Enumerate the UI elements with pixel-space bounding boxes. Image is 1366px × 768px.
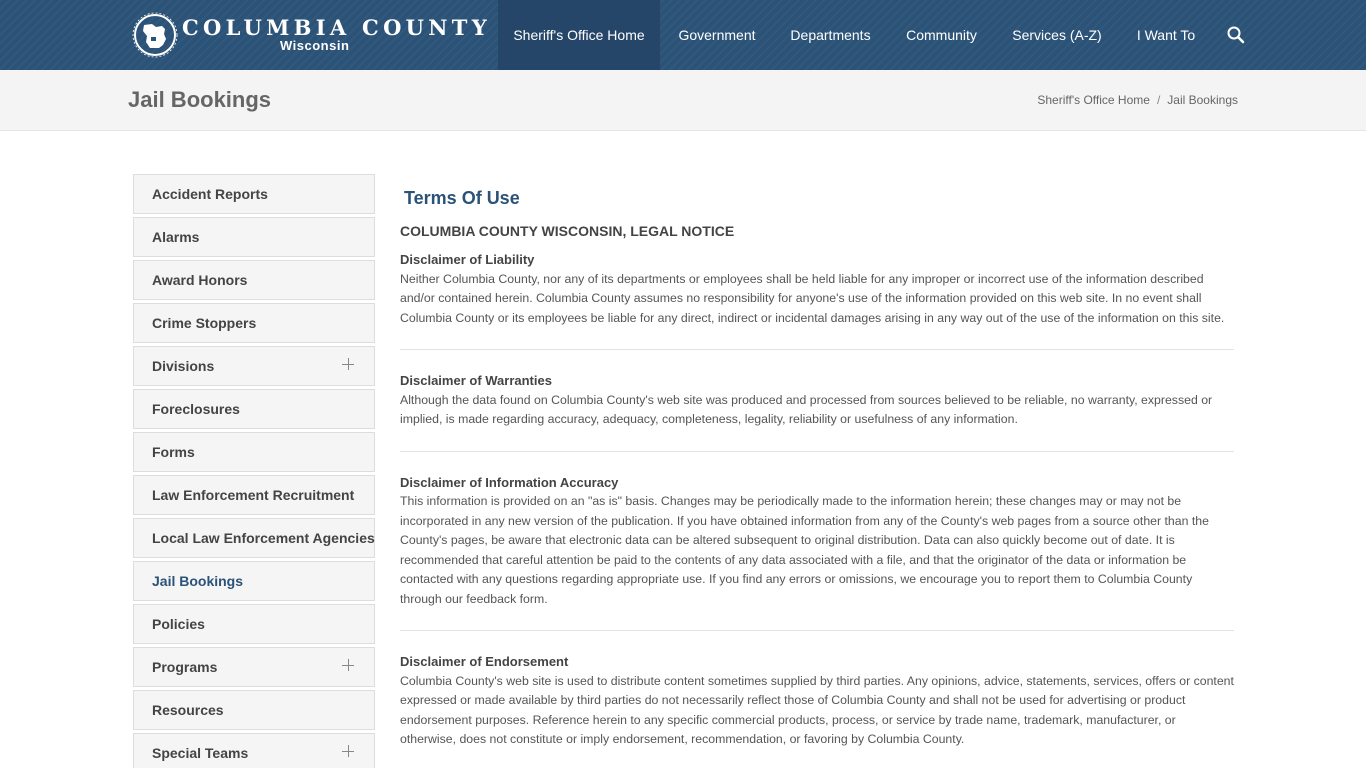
expand-plus-icon[interactable]	[342, 358, 354, 370]
disclaimer-information-accuracy	[400, 473, 1234, 632]
sidebar-item-jail-bookings[interactable]	[133, 561, 375, 601]
sidebar-item-crime-stoppers[interactable]	[133, 303, 375, 343]
nav-community[interactable]: Community	[906, 27, 977, 43]
sidebar-item-label: Alarms	[152, 229, 200, 245]
disclaimer-liability	[400, 250, 1234, 350]
site-header	[0, 0, 1366, 70]
search-icon	[1222, 22, 1250, 48]
breadcrumb-home-link[interactable]: Sheriff's Office Home	[1037, 93, 1150, 107]
logo-subtitle: Wisconsin	[280, 38, 350, 53]
sidebar-item-label: Jail Bookings	[152, 573, 244, 589]
sidebar-item-label: Law Enforcement Recruitment	[152, 487, 355, 503]
nav-sheriffs-office-home[interactable]: Sheriff's Office Home	[498, 0, 660, 70]
sidebar-item-programs[interactable]	[133, 647, 375, 687]
main-content	[400, 188, 1234, 768]
sidebar-item-label: Award Honors	[152, 272, 248, 288]
disclaimer-title: Disclaimer of Liability	[400, 252, 535, 267]
sidebar-item-foreclosures[interactable]	[133, 389, 375, 429]
nav-i-want-to[interactable]: I Want To	[1136, 27, 1196, 43]
nav-services-a-z[interactable]: Services (A-Z)	[1012, 27, 1102, 43]
disclaimer-endorsement	[400, 652, 1234, 768]
disclaimer-text: Although the data found on Columbia County's web site was produced and processed from sources believed to be reliable, no warranty, expressed or implied, is made regarding accuracy, adequacy, completeness, legality, reliability or usefulness of any information.	[400, 392, 1213, 426]
sidebar-item-local-law-enforcement-agencies[interactable]	[133, 518, 375, 558]
site-logo[interactable]	[132, 12, 491, 60]
nav-government[interactable]: Government	[678, 27, 756, 43]
sidebar-item-label: Programs	[152, 659, 218, 675]
sidebar-item-accident-reports[interactable]	[133, 174, 375, 214]
sidebar-item-divisions[interactable]	[133, 346, 375, 386]
breadcrumb-current: Jail Bookings	[1167, 93, 1238, 107]
sidebar-item-label: Resources	[152, 702, 224, 718]
sidebar-item-policies[interactable]	[133, 604, 375, 644]
nav-departments[interactable]: Departments	[790, 27, 871, 43]
sidebar-item-law-enforcement-recruitment[interactable]	[133, 475, 375, 515]
disclaimer-title: Disclaimer of Information Accuracy	[400, 474, 619, 490]
disclaimer-text: This information is provided on an "as is" basis. Changes may be periodically made to the information herein; these changes may or may not be incorporated in any new version of the publication. If you have obtained information from any of the County's web pages from a source other than the County's pages, be aware that electronic data can be altered subsequent to original distribution. Data can also quickly become out of date. It is recommended that careful attention be paid to the contents of any data associated with a file, and that the originator of the data or information be contacted with any questions regarding appropriate use. If you find any errors or omissions, we encourage you to report them to Columbia County through our feedback form.	[400, 494, 1209, 606]
sidebar-item-label: Local Law Enforcement Agencies	[152, 530, 375, 546]
main-nav	[498, 0, 1214, 70]
sidebar-item-label: Policies	[152, 616, 205, 632]
sidebar-item-label: Divisions	[152, 358, 215, 374]
expand-plus-icon[interactable]	[342, 745, 354, 757]
sidebar-item-alarms[interactable]	[133, 217, 375, 257]
terms-of-use-heading: Terms Of Use	[404, 188, 520, 208]
sidebar-item-forms[interactable]	[133, 432, 375, 472]
sidebar-item-label: Forms	[152, 444, 195, 460]
legal-notice-heading: COLUMBIA COUNTY WISCONSIN, LEGAL NOTICE	[400, 223, 735, 239]
wisconsin-seal-icon	[132, 12, 178, 58]
sidebar-item-label: Accident Reports	[152, 186, 268, 202]
sidebar-item-award-honors[interactable]	[133, 260, 375, 300]
search-button[interactable]	[1222, 22, 1250, 48]
page-title: Jail Bookings	[128, 87, 272, 112]
sidebar-nav	[133, 174, 375, 768]
disclaimer-text: Columbia County's web site is used to distribute content sometimes supplied by third parties. Any opinions, advice, statements, services, offers or content expressed or made available by third parties do not necessarily reflect those of Columbia County and shall not be used for advertising or product endorsement purposes. Reference herein to any specific commercial products, process, or service by trade name, trademark, manufacturer, or otherwise, does not constitute or imply endorsement, recommendation, or favoring by Columbia County.	[400, 673, 1234, 746]
sidebar-item-label: Crime Stoppers	[152, 315, 257, 331]
sidebar-item-resources[interactable]	[133, 690, 375, 730]
expand-plus-icon[interactable]	[342, 659, 354, 671]
page-title-band	[0, 70, 1366, 131]
breadcrumb-separator: /	[1156, 93, 1161, 107]
breadcrumb	[1037, 93, 1238, 107]
sidebar-item-label: Foreclosures	[152, 401, 240, 417]
disclaimer-title: Disclaimer of Endorsement	[400, 654, 569, 669]
disclaimer-text: Neither Columbia County, nor any of its departments or employees shall be held liable for any improper or incorrect use of the information described and/or contained herein. Columbia County assumes no responsibility for anyone's use of the information provided on this web site. In no event shall Columbia County or its employees be liable for any direct, indirect or incidental damages arising in any way out of the use of the information on this site.	[400, 271, 1225, 325]
sidebar-item-label: Special Teams	[152, 745, 249, 761]
disclaimer-title: Disclaimer of Warranties	[400, 373, 552, 388]
sidebar-item-special-teams[interactable]	[133, 733, 375, 768]
disclaimer-warranties	[400, 371, 1234, 452]
logo-title: COLUMBIA COUNTY	[182, 15, 491, 40]
